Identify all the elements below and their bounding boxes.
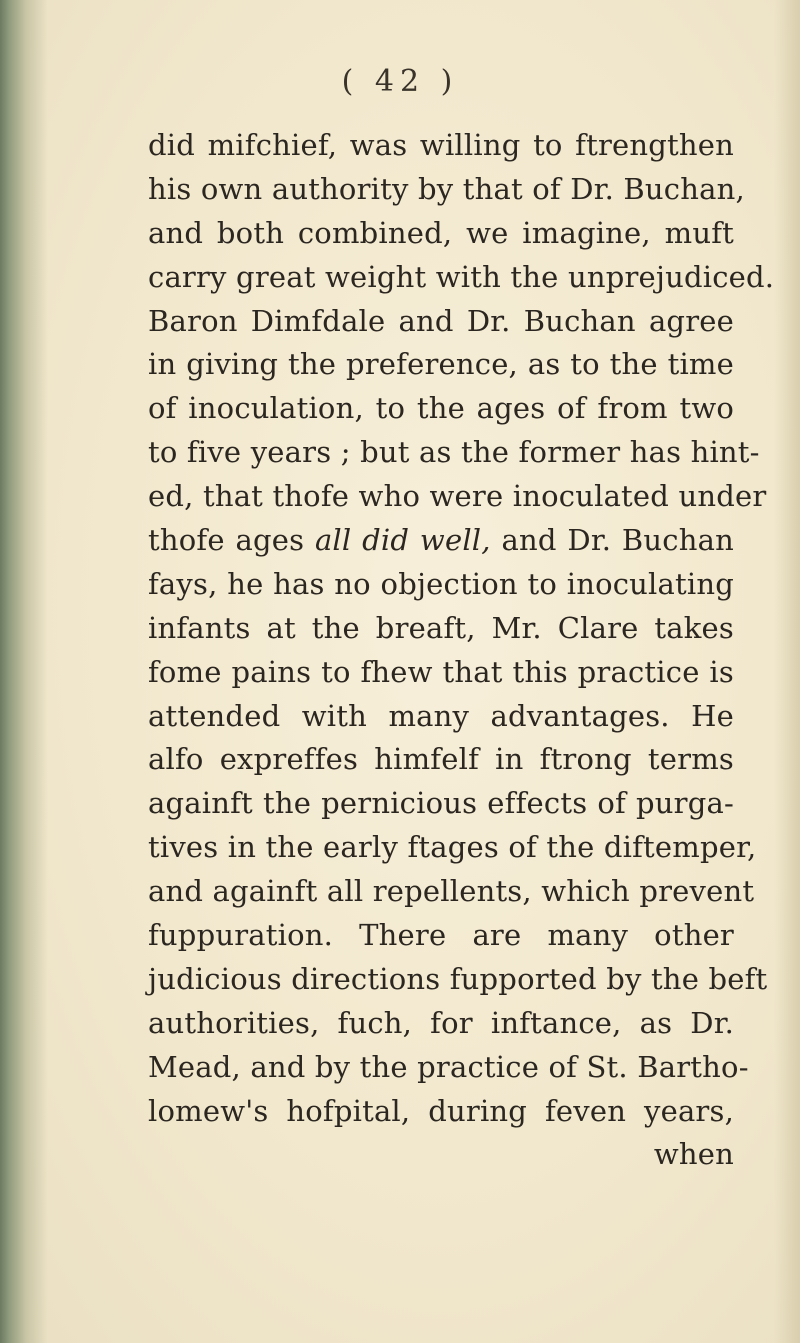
text-line: his own authority by that of Dr. Buchan, bbox=[148, 171, 745, 206]
text-line: judicious directions fupported by the beft bbox=[148, 961, 768, 996]
text-line: fays, he has no objection to inoculating bbox=[148, 566, 734, 601]
text-line: againft the pernicious effects of purga- bbox=[148, 786, 734, 821]
text-line: infants at the breaft, Mr. Clare takes bbox=[148, 610, 734, 645]
text-line: ed, that thofe who were inoculated under bbox=[148, 479, 767, 514]
italic-phrase: all did well, bbox=[314, 523, 491, 558]
page-number: ( 42 ) bbox=[341, 64, 459, 99]
binding-shadow bbox=[0, 0, 48, 1343]
text-line-with-italic bbox=[148, 519, 734, 563]
text-line: did mifchief, was willing to ftrengthen bbox=[148, 128, 734, 162]
text-line: of inoculation, to the ages of from two bbox=[148, 391, 734, 426]
text-line: fome pains to fhew that this practice is bbox=[148, 654, 734, 689]
text-line: and againft all repellents, which prevent bbox=[148, 874, 755, 909]
catchword: when bbox=[653, 1137, 734, 1172]
text-line: fuppuration. There are many other bbox=[148, 918, 734, 953]
text-line: lomew's hofpital, during feven years, bbox=[148, 1093, 734, 1128]
text-line: authorities, fuch, for inftance, as Dr. bbox=[148, 1005, 734, 1040]
body-text bbox=[148, 124, 775, 1177]
text-line: in giving the preference, as to the time bbox=[148, 347, 734, 382]
text-line: to five years ; but as the former has hint- bbox=[148, 435, 760, 470]
text-line: Baron Dimfdale and Dr. Buchan agree bbox=[148, 303, 734, 338]
text-line: tives in the early ftages of the diftemper, bbox=[148, 830, 757, 865]
text-run: thofe ages bbox=[148, 523, 315, 558]
text-line: Mead, and by the practice of St. Bartho- bbox=[148, 1049, 749, 1084]
page-edge bbox=[774, 0, 800, 1343]
text-line: carry great weight with the unprejudiced. bbox=[148, 259, 775, 294]
text-run: and Dr. Buchan bbox=[490, 523, 734, 558]
text-line: alfo expreffes himfelf in ftrong terms bbox=[148, 742, 734, 777]
text-line: and both combined, we imagine, muft bbox=[148, 215, 734, 250]
text-line: attended with many advantages. He bbox=[148, 698, 734, 733]
